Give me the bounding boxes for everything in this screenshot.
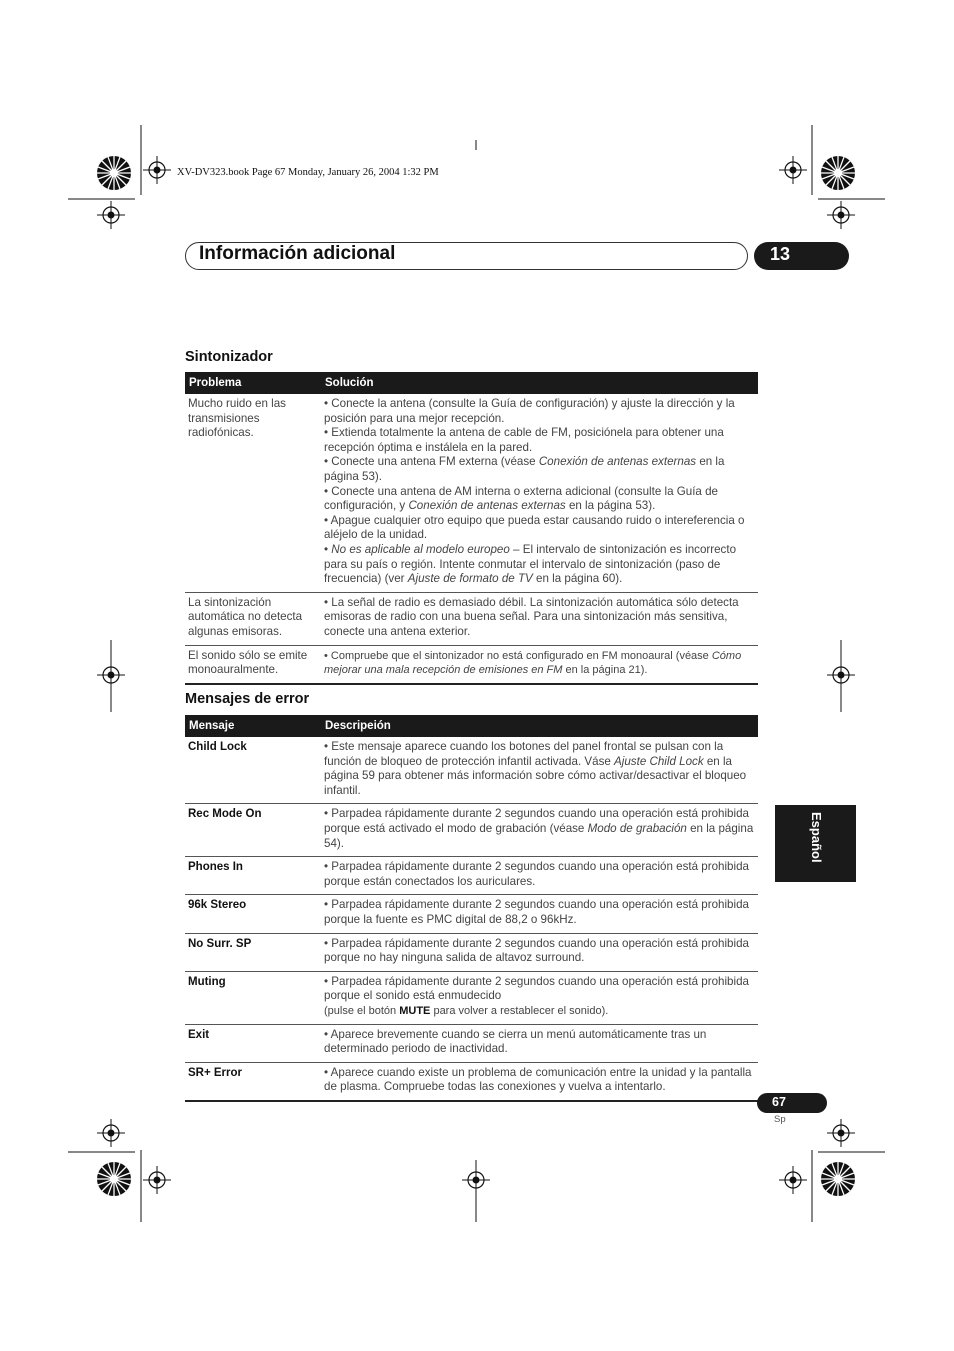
section-title-errors: Mensajes de error (185, 691, 310, 707)
book-info-line: XV-DV323.book Page 67 Monday, January 26, 2004 1:32 PM (177, 167, 439, 178)
solution-line: • Extienda totalmente la antena de cable de FM, posiciónela para obtener una recepción óptima e instálela en la pared. (324, 426, 724, 454)
page-title: Información adicional (199, 243, 396, 264)
cross-reference: Modo de grabación (587, 821, 687, 835)
table-row (185, 1024, 758, 1062)
solution-line: • Apague cualquier otro equipo que pueda estar causando ruido o intereferencia o aléjelo de la unidad. (324, 513, 745, 542)
cross-reference: Conexión de antenas externas (408, 499, 566, 513)
table-row (185, 971, 758, 1024)
message-cell: Rec Mode On (185, 804, 321, 857)
chapter-number: 13 (770, 244, 791, 264)
language-tab-label: Español (809, 812, 824, 863)
description-text: • Parpadea rápidamente durante 2 segundos cuando una operación está prohibida porque el sonido está enmudecido (324, 974, 749, 1003)
cross-reference: Conexión de antenas externas (538, 455, 697, 469)
table-header-row (185, 372, 758, 394)
cross-reference: Ajuste de formato de TV (407, 572, 533, 586)
page-number-badge (757, 1093, 827, 1113)
table-row (185, 737, 758, 804)
message-cell: Phones In (185, 857, 321, 895)
solution-cell (321, 394, 758, 592)
table-row (185, 895, 758, 933)
solution-cell: • Compruebe que el sintonizador no está configurado en FM monoaural (véase Cómo mejorar una mala recepción de emisiones en FM en la página 21). (321, 645, 758, 684)
cross-reference: Cómo mejorar una mala recepción de emisiones en FM (324, 649, 742, 677)
problem-cell: El sonido sólo se emite monoauralmente. (185, 645, 321, 684)
description-cell (321, 971, 758, 1024)
table-header-row (185, 715, 758, 737)
solution-line: • Conecte una antena de AM interna o externa adicional (consulte la Guía de configuración, y Conexión de antenas externas en la página 53). (324, 484, 718, 513)
message-cell: SR+ Error (185, 1062, 321, 1101)
table-row (185, 394, 758, 592)
description-cell: • Este mensaje aparece cuando los botones del panel frontal se pulsan con la función de bloqueo de protección infantil activada. Váse Ajuste Child Lock en la página 59 para obtener más información sobre cómo activar/desactivar el bloqueo infantil. (321, 737, 758, 804)
description-note: (pulse el botón MUTE para volver a restablecer el sonido). (324, 1004, 609, 1017)
col-header-message: Mensaje (185, 715, 321, 737)
description-cell: • Parpadea rápidamente durante 2 segundos cuando una operación está prohibida porque están conectados los auriculares. (321, 857, 758, 895)
note-italic: No es aplicable al modelo europeo (331, 542, 510, 556)
chapter-badge (754, 242, 849, 270)
table-row (185, 933, 758, 971)
mute-key-label: MUTE (399, 1004, 431, 1017)
solution-line: • Conecte una antena FM externa (véase Conexión de antenas externas en la página 53). (324, 455, 725, 483)
table-row (185, 1062, 758, 1101)
table-row (185, 857, 758, 895)
solution-line: • No es aplicable al modelo europeo – El intervalo de sintonización es incorrecto para su país o región. Intente conmutar el intervalo de sintonización (paso de frecuencia) (ver Ajuste de formato de TV en la página 60). (324, 542, 737, 586)
description-cell: • Parpadea rápidamente durante 2 segundos cuando una operación está prohibida porque no hay ninguna salida de altavoz surround. (321, 933, 758, 971)
cross-reference: Ajuste Child Lock (614, 754, 704, 768)
problem-cell: Mucho ruido en las transmisiones radiofónicas. (185, 394, 321, 592)
message-cell: Exit (185, 1024, 321, 1062)
table-row (185, 645, 758, 684)
col-header-solution: Solución (321, 372, 758, 394)
description-cell: • Aparece cuando existe un problema de comunicación entre la unidad y la pantalla de plasma. Compruebe todas las conexiones y vuelva a intentarlo. (321, 1062, 758, 1101)
page-number: 67 (772, 1095, 786, 1109)
solution-line: • Conecte la antena (consulte la Guía de configuración) y ajuste la dirección y la posición para una mejor recepción. (324, 397, 735, 425)
solution-cell: • La señal de radio es demasiado débil. La sintonización automática sólo detecta emisoras de radio con una buena señal. Para una sintonización más sensitiva, conecte una antena exterior. (321, 592, 758, 645)
tuner-table (185, 372, 758, 685)
section-title-tuner: Sintonizador (185, 349, 273, 365)
page-language-code: Sp (774, 1114, 786, 1125)
col-header-problem: Problema (185, 372, 321, 394)
message-cell: Child Lock (185, 737, 321, 804)
col-header-description: Descripeión (321, 715, 758, 737)
description-cell: • Parpadea rápidamente durante 2 segundos cuando una operación está prohibida porque está activado el modo de grabación (véase Modo de grabación en la página 54). (321, 804, 758, 857)
message-cell: Muting (185, 971, 321, 1024)
problem-cell: La sintonización automática no detecta algunas emisoras. (185, 592, 321, 645)
message-cell: 96k Stereo (185, 895, 321, 933)
table-row (185, 804, 758, 857)
description-cell: • Parpadea rápidamente durante 2 segundos cuando una operación está prohibida porque la fuente es PMC digital de 88,2 o 96kHz. (321, 895, 758, 933)
table-row (185, 592, 758, 645)
message-cell: No Surr. SP (185, 933, 321, 971)
errors-table (185, 715, 758, 1102)
description-cell: • Aparece brevemente cuando se cierra un menú automáticamente tras un determinado periodo de inactividad. (321, 1024, 758, 1062)
